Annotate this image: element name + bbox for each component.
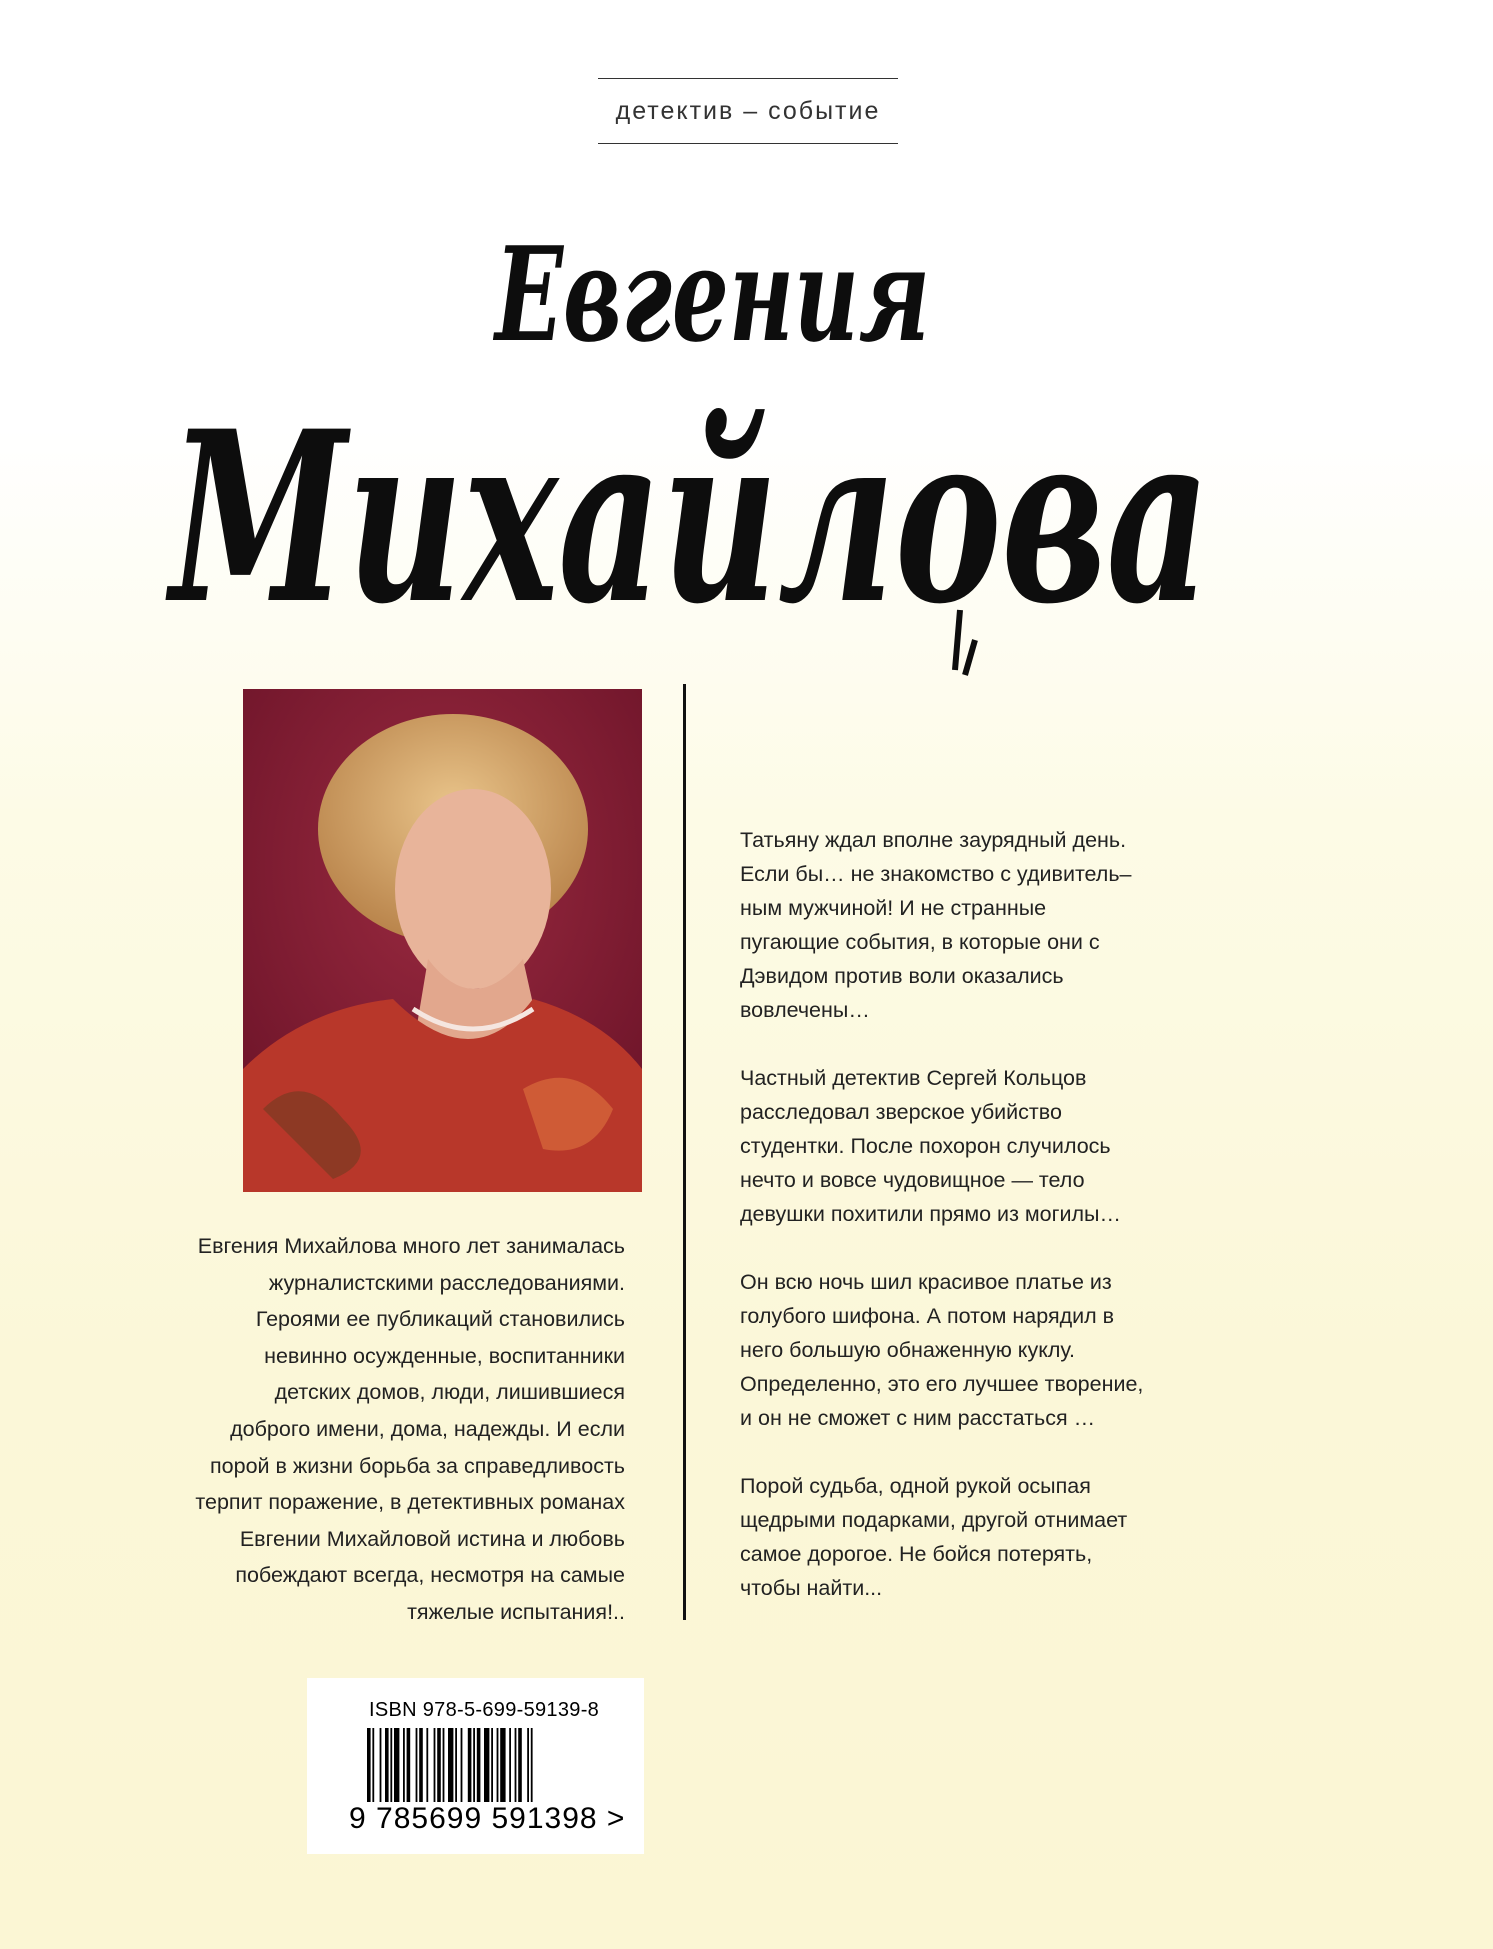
series-label bbox=[598, 78, 898, 144]
blurb-line: Частный детектив Сергей Кольцов bbox=[740, 1066, 1087, 1090]
author-name-logo bbox=[0, 170, 1493, 700]
barcode-digits: 9 785699 591398 > bbox=[349, 1802, 626, 1835]
blurb-line: Он всю ночь шил красивое платье из bbox=[740, 1270, 1112, 1294]
blurb-paragraph bbox=[740, 1265, 1160, 1435]
blurb-line: Дэвидом против воли оказались bbox=[740, 964, 1064, 988]
blurb-line: расследовал зверское убийство bbox=[740, 1100, 1062, 1124]
blurb-line: нечто и вовсе чудовищное — тело bbox=[740, 1168, 1085, 1192]
bio-line: Евгении Михайловой истина и любовь bbox=[239, 1526, 625, 1551]
book-blurbs bbox=[740, 823, 1160, 1639]
isbn-barcode bbox=[307, 1678, 644, 1854]
blurb-paragraph bbox=[740, 1061, 1160, 1231]
blurb-line: пугающие события, в которые они с bbox=[740, 930, 1100, 954]
author-portrait-icon bbox=[243, 689, 642, 1192]
series-text: детектив – событие bbox=[615, 97, 881, 125]
blurb-line: Порой судьба, одной рукой осыпая bbox=[740, 1474, 1091, 1498]
blurb-line: вовлечены… bbox=[740, 998, 870, 1022]
bio-line: невинно осужденные, воспитанники bbox=[264, 1343, 625, 1368]
blurb-line: голубого шифона. А потом нарядил в bbox=[740, 1304, 1115, 1328]
author-first-name: Евгения bbox=[492, 218, 930, 371]
series-rule-bottom bbox=[598, 143, 898, 144]
bio-line: доброго имени, дома, надежды. И если bbox=[230, 1416, 625, 1441]
bio-line: тяжелые испытания!.. bbox=[407, 1599, 625, 1624]
blurb-line: студентки. После похорон случилось bbox=[740, 1134, 1111, 1158]
blurb-line: и он не сможет с ним расстаться … bbox=[740, 1406, 1096, 1430]
blurb-paragraph bbox=[740, 823, 1160, 1027]
bio-line: побеждают всегда, несмотря на самые bbox=[235, 1563, 625, 1588]
bio-line: журналистскими расследованиями. bbox=[268, 1270, 625, 1295]
blurb-line: ным мужчиной! И не странные bbox=[740, 896, 1047, 920]
blurb-line: Татьяну ждал вполне заурядный день. bbox=[740, 828, 1127, 852]
isbn-text: ISBN 978-5-699-59139-8 bbox=[369, 1699, 600, 1721]
bio-line: порой в жизни борьба за справедливость bbox=[210, 1453, 625, 1478]
column-divider bbox=[683, 684, 686, 1620]
author-bio bbox=[150, 1228, 625, 1631]
author-name-svg bbox=[0, 170, 1493, 700]
blurb-line: него большую обнаженную куклу. bbox=[740, 1338, 1075, 1362]
blurb-line: щедрыми подарками, другой отнимает bbox=[740, 1508, 1128, 1532]
bio-line: Героями ее публикаций становились bbox=[255, 1307, 625, 1332]
blurb-line: девушки похитили прямо из могилы… bbox=[740, 1202, 1121, 1226]
blurb-line: Определенно, это его лучшее творение, bbox=[740, 1372, 1144, 1396]
bio-line: детских домов, люди, лишившиеся bbox=[274, 1380, 625, 1405]
bio-line: терпит поражение, в детективных романах bbox=[195, 1490, 625, 1515]
blurb-line: самое дорогое. Не бойся потерять, bbox=[740, 1542, 1093, 1566]
bio-line: Евгения Михайлова много лет занималась bbox=[197, 1234, 625, 1258]
blurb-line: Если бы… не знакомство с удивитель– bbox=[740, 862, 1132, 886]
blurb-paragraph bbox=[740, 1469, 1160, 1605]
author-photo bbox=[243, 689, 642, 1192]
blurb-line: чтобы найти... bbox=[740, 1576, 883, 1600]
author-last-name: Михайлова bbox=[165, 380, 1211, 656]
